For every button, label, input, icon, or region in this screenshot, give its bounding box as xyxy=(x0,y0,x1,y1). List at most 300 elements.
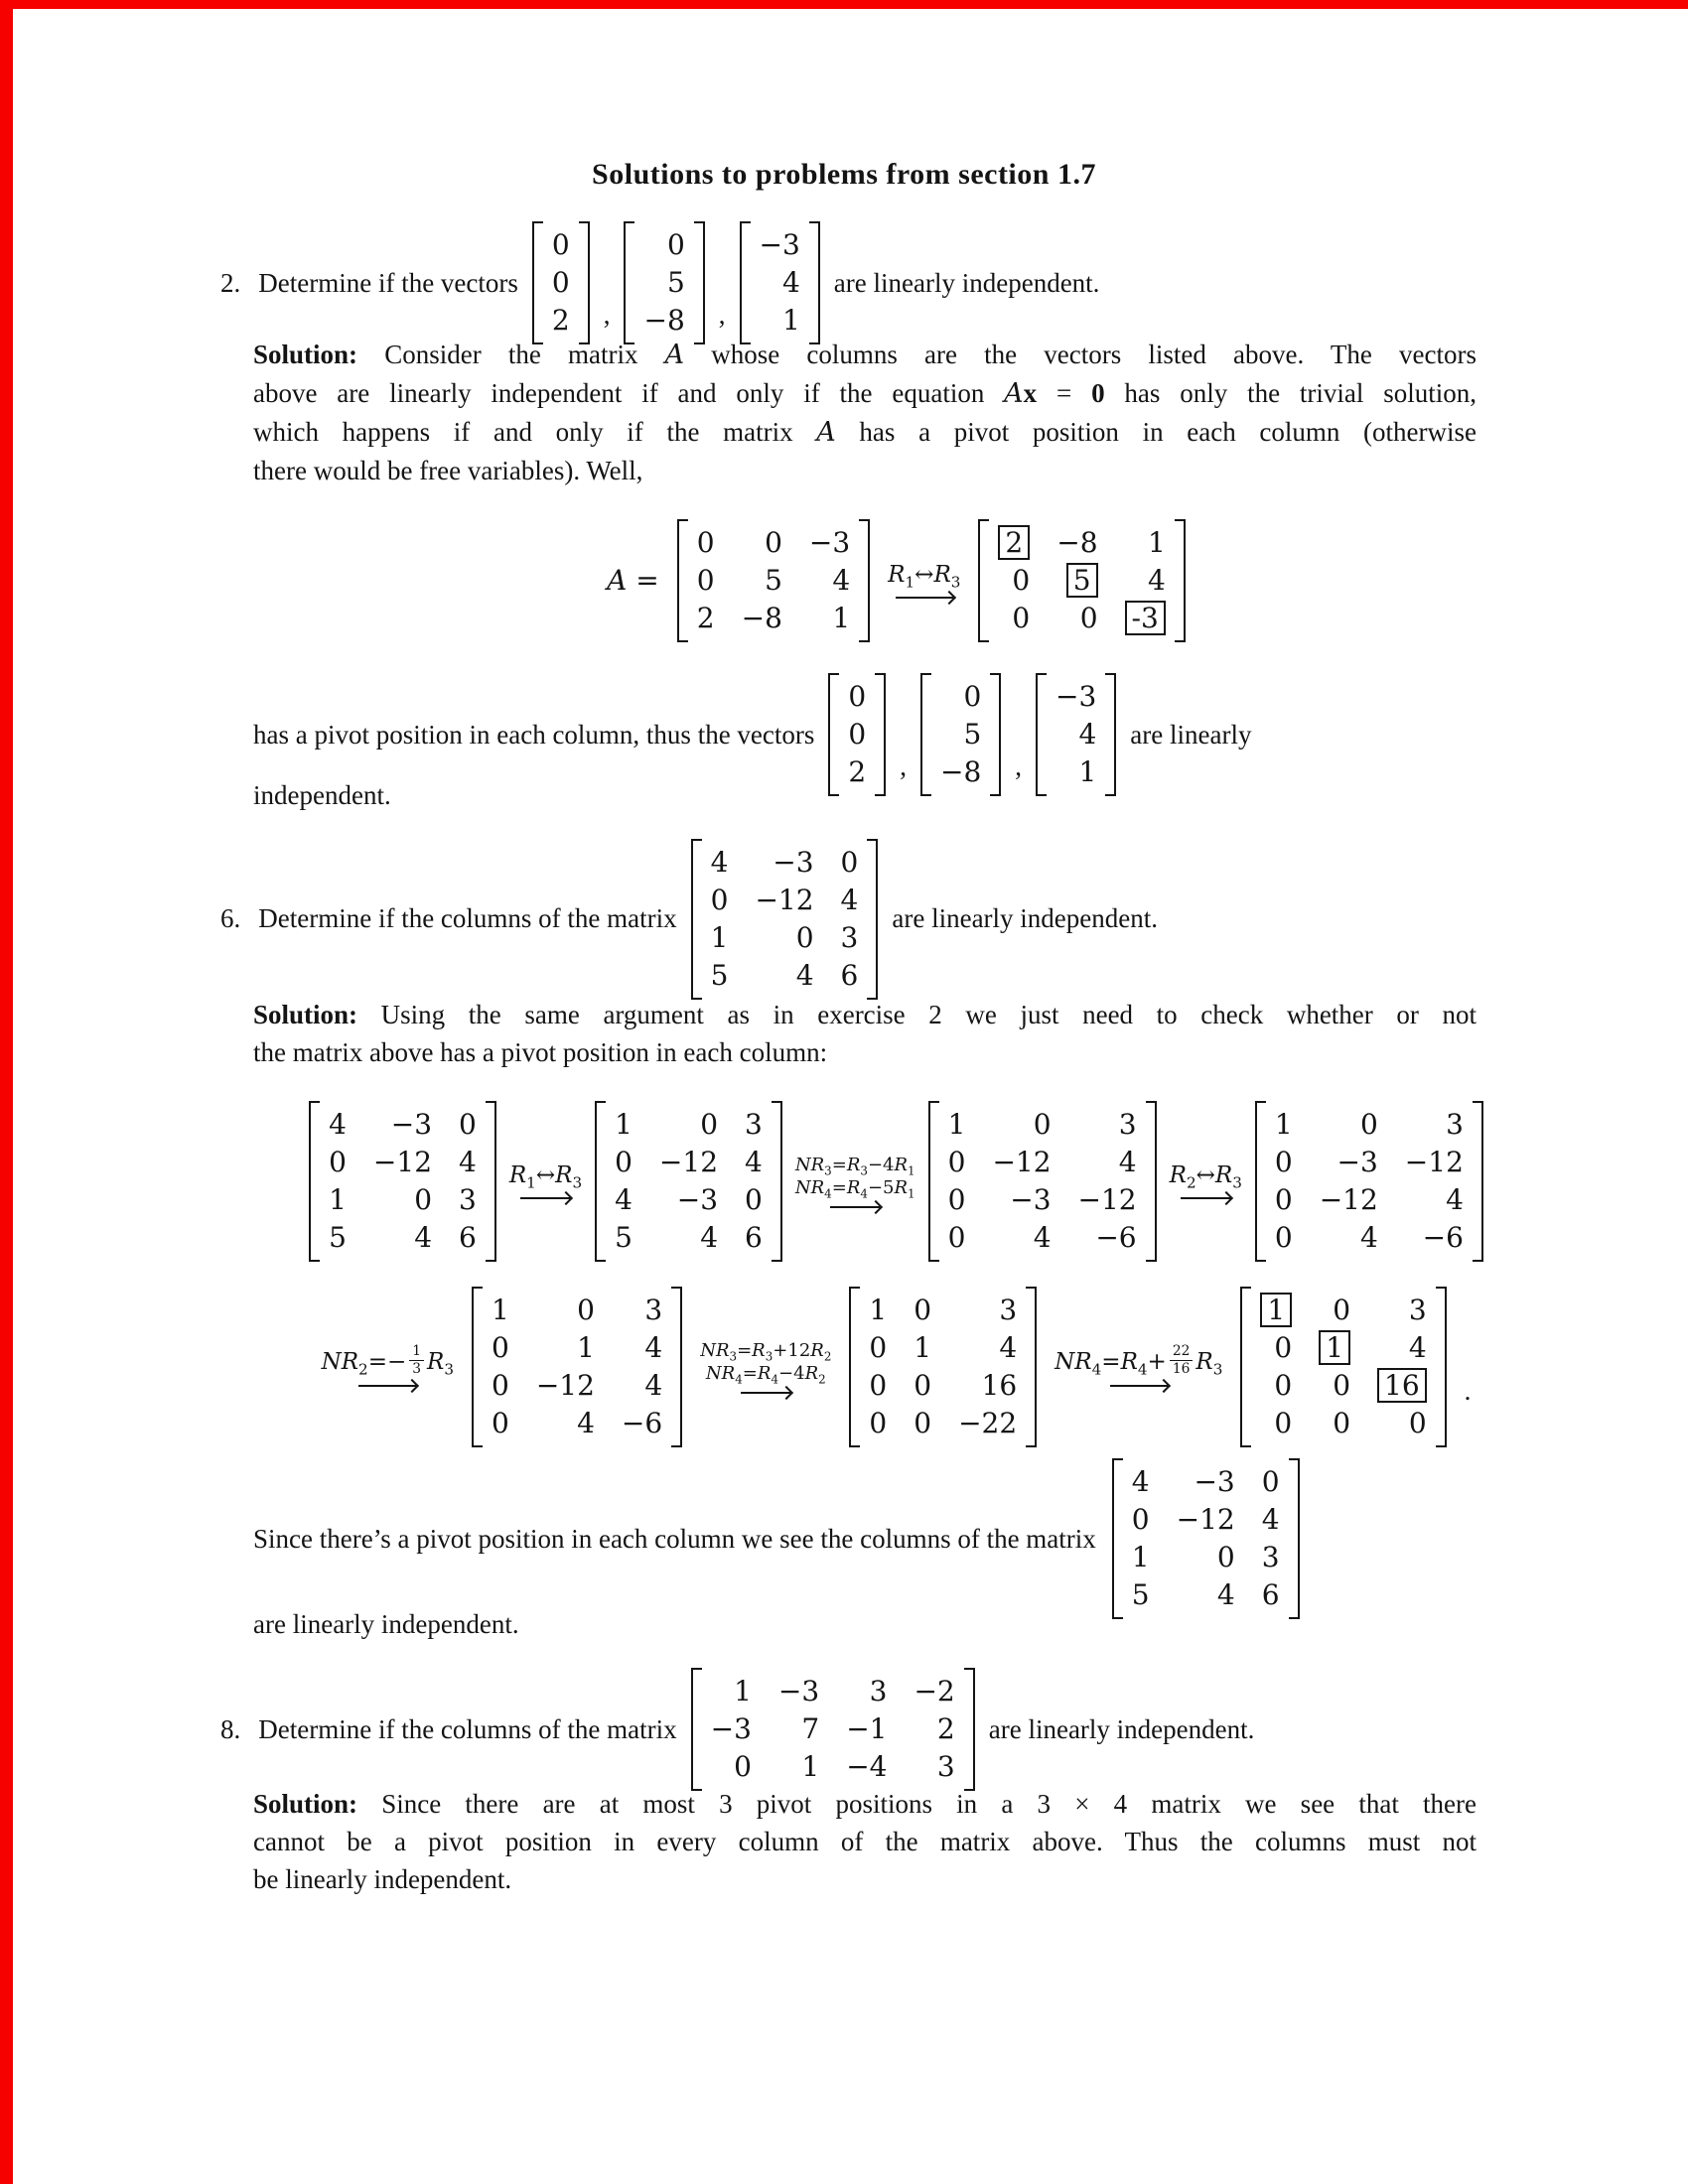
solution-2-paragraph xyxy=(253,336,1477,489)
matrix-cell: 0 xyxy=(666,228,685,261)
chain-matrix xyxy=(1255,1101,1483,1262)
problem-lead-text: Determine if the columns of the matrix xyxy=(258,1713,677,1744)
math-bold-x: x xyxy=(1023,378,1038,408)
matrix-cell: −2 xyxy=(914,1675,955,1707)
bracket-left xyxy=(828,673,839,796)
pivot-box: 1 xyxy=(1319,1330,1350,1365)
matrix-cell: −8 xyxy=(741,602,782,634)
paragraph-line: be linearly independent. xyxy=(253,1864,512,1894)
matrix-cell: 1 xyxy=(492,1294,509,1326)
bracket-left xyxy=(677,519,688,642)
matrix-cell: −1 xyxy=(846,1712,888,1745)
matrix-cell: 0 xyxy=(947,1221,966,1254)
bracket-right xyxy=(671,1287,682,1447)
matrix-cell: 0 xyxy=(1131,1503,1150,1536)
matrix-cell: −4 xyxy=(846,1750,888,1783)
paragraph-line: Solution: Consider the matrix A whose columns are the vectors listed above. The vectors xyxy=(253,340,1477,370)
matrix-p6-repeat xyxy=(1112,1458,1300,1619)
bracket-left xyxy=(691,1668,702,1791)
matrix-cell: 0 xyxy=(577,1294,595,1326)
matrix-cell: 0 xyxy=(869,1407,888,1439)
matrix-cell xyxy=(998,524,1030,562)
matrix-cell: 4 xyxy=(795,958,814,992)
matrix-cell: 3 xyxy=(459,1183,477,1216)
bracket-right xyxy=(772,1101,782,1262)
matrix-cell: 2 xyxy=(696,602,715,634)
matrix-cell xyxy=(1125,600,1166,637)
matrix-cell: −3 xyxy=(759,228,800,261)
matrix-grid xyxy=(634,221,693,344)
matrix-cell: 0 xyxy=(1216,1541,1235,1573)
row-operation xyxy=(700,1340,831,1395)
matrix-cell: 1 xyxy=(801,1750,820,1783)
bracket-right xyxy=(1175,519,1186,642)
matrix-cell: 0 xyxy=(329,1146,347,1178)
matrix-grid xyxy=(989,519,1174,642)
row-op-label: $NR_4=R_4-4R_2$ xyxy=(705,1363,826,1387)
row-operation xyxy=(888,563,960,599)
chain-matrix xyxy=(309,1101,496,1262)
matrix-cell: 16 xyxy=(981,1369,1018,1402)
row-operation xyxy=(795,1155,915,1209)
matrix-cell: 1 xyxy=(1131,1541,1150,1573)
matrix-grid xyxy=(1266,1101,1473,1262)
matrix-cell: 0 xyxy=(840,845,859,879)
matrix-cell: −6 xyxy=(621,1407,663,1439)
matrix-cell: −3 xyxy=(390,1108,433,1141)
bracket-left xyxy=(1112,1458,1123,1619)
conclusion-lead-text: has a pivot position in each column, thus the vectors xyxy=(253,719,815,750)
matrix-cell: −12 xyxy=(1176,1503,1235,1536)
matrix-cell: 4 xyxy=(1118,1146,1137,1178)
matrix-cell xyxy=(1377,1367,1427,1405)
bracket-right xyxy=(1105,673,1116,796)
matrix-cell: 3 xyxy=(745,1108,763,1141)
paragraph-line: which happens if and only if the matrix A has a pivot position in each column (otherwise xyxy=(253,417,1477,448)
matrix-cell: 4 xyxy=(1446,1183,1464,1216)
matrix-cell: −12 xyxy=(992,1146,1052,1178)
bracket-right xyxy=(990,673,1001,796)
matrix-cell: 6 xyxy=(745,1221,763,1254)
matrix-cell: −8 xyxy=(643,304,685,337)
matrix-cell: 2 xyxy=(848,755,867,788)
row-operation xyxy=(509,1163,582,1199)
matrix-cell: 6 xyxy=(1261,1578,1280,1611)
matrix-cell: 0 xyxy=(1274,1221,1293,1254)
matrix-cell: 4 xyxy=(745,1146,763,1178)
period: . xyxy=(1464,1375,1472,1406)
pivot-box: 16 xyxy=(1377,1368,1427,1403)
matrix-cell: 0 xyxy=(459,1108,477,1141)
matrix-grid xyxy=(1251,1287,1435,1447)
problem-tail-text: are linearly independent. xyxy=(892,903,1159,933)
solution-label: Solution: xyxy=(253,340,358,369)
matrix-cell: 7 xyxy=(801,1712,820,1745)
bracket-right xyxy=(875,673,886,796)
matrix-cell: 3 xyxy=(644,1294,663,1326)
matrix-cell: 1 xyxy=(577,1331,595,1364)
matrix-grid xyxy=(320,1101,486,1262)
matrix-cell: 4 xyxy=(1408,1331,1427,1364)
paragraph-line: Solution: Using the same argument as in exercise 2 we just need to check whether or not xyxy=(253,1000,1477,1029)
solution-8-paragraph xyxy=(253,1785,1477,1898)
matrix-cell: −3 xyxy=(1010,1183,1052,1216)
matrix-cell: −3 xyxy=(773,845,814,879)
matrix-cell: 5 xyxy=(1131,1578,1150,1611)
matrix-cell: 3 xyxy=(1408,1294,1427,1326)
vector-3 xyxy=(740,221,820,344)
matrix-cell: 1 xyxy=(734,1675,752,1707)
matrix-grid xyxy=(839,673,875,796)
matrix-cell: 1 xyxy=(914,1331,932,1364)
bracket-left xyxy=(1036,673,1047,796)
matrix-cell: 4 xyxy=(1078,718,1097,751)
bracket-left xyxy=(309,1101,320,1262)
matrix-grid xyxy=(1123,1458,1289,1619)
bracket-left xyxy=(920,673,931,796)
paragraph-line: above are linearly independent if and only if the equation Ax = 0 has only the trivial solution, xyxy=(253,378,1477,409)
matrix-cell: 0 xyxy=(696,564,715,597)
matrix-cell: −3 xyxy=(1055,680,1097,713)
row-op-label: $R_1\leftrightarrow R_3$ xyxy=(888,562,961,592)
matrix-cell: −8 xyxy=(1056,526,1098,559)
matrix-cell: 0 xyxy=(1261,1465,1280,1498)
math-var-A: A xyxy=(607,564,628,597)
matrix-cell: 1 xyxy=(947,1108,966,1141)
chain-matrix xyxy=(472,1287,682,1447)
matrix-cell: −3 xyxy=(710,1712,752,1745)
matrix-cell: 1 xyxy=(781,304,800,337)
row-op-label: $NR_2=-$ $\frac{1}{3}$ $R_3$ xyxy=(321,1343,454,1379)
matrix-cell xyxy=(1319,1329,1350,1367)
math-bold-zero: 0 xyxy=(1091,378,1105,408)
matrix-cell: 0 xyxy=(795,920,814,954)
matrix-cell: 1 xyxy=(615,1108,633,1141)
row-op-label-stack xyxy=(795,1155,915,1201)
bracket-right xyxy=(579,221,590,344)
bracket-left xyxy=(472,1287,483,1447)
matrix-cell: 0 xyxy=(615,1146,633,1178)
matrix-cell: 3 xyxy=(869,1675,888,1707)
matrix-cell: 3 xyxy=(1446,1108,1464,1141)
matrix-grid xyxy=(860,1287,1026,1447)
matrix-cell: −3 xyxy=(777,1675,820,1707)
matrix-grid xyxy=(702,1668,964,1791)
matrix-cell: 0 xyxy=(963,680,982,713)
matrix-cell: 0 xyxy=(1333,1294,1351,1326)
vector-2 xyxy=(920,673,1001,796)
matrix-cell: 2 xyxy=(936,1712,955,1745)
pivot-box: 1 xyxy=(1260,1293,1292,1327)
bracket-left xyxy=(1255,1101,1266,1262)
vector-3 xyxy=(1036,673,1116,796)
paragraph-line: Solution: Since there are at most 3 pivot positions in a 3 × 4 matrix we see that there xyxy=(253,1789,1477,1819)
matrix-cell: 4 xyxy=(1216,1578,1235,1611)
bracket-left xyxy=(624,221,634,344)
matrix-cell: 5 xyxy=(963,718,982,751)
paragraph-line: the matrix above has a pivot position in each column: xyxy=(253,1037,828,1067)
row-operation xyxy=(1055,1343,1223,1387)
matrix-cell: 4 xyxy=(1131,1465,1150,1498)
scan-edge-left xyxy=(0,0,13,2184)
matrix-cell: 0 xyxy=(551,228,570,261)
matrix-cell: 1 xyxy=(1274,1108,1293,1141)
row-operation xyxy=(1170,1163,1242,1199)
row-op-label: $R_1\leftrightarrow R_3$ xyxy=(508,1162,583,1192)
matrix-cell: 4 xyxy=(414,1221,433,1254)
bracket-left xyxy=(928,1101,939,1262)
row-op-label-stack xyxy=(700,1340,831,1387)
problem-number: 8. xyxy=(220,1713,241,1744)
chain-matrix xyxy=(849,1287,1037,1447)
solution-label: Solution: xyxy=(253,1000,358,1029)
page-title: Solutions to problems from section 1.7 xyxy=(592,158,1096,191)
arrow-right-icon xyxy=(1181,1197,1230,1199)
bracket-left xyxy=(595,1101,606,1262)
row-op-label: $NR_4=R_4-5R_1$ xyxy=(794,1177,915,1201)
matrix-cell: 0 xyxy=(1033,1108,1052,1141)
arrow-right-icon xyxy=(1110,1385,1168,1387)
problem-lead-text: Determine if the vectors xyxy=(258,267,518,298)
matrix-cell: 0 xyxy=(734,1750,752,1783)
bracket-right xyxy=(809,221,820,344)
math-var: A xyxy=(664,340,685,370)
bracket-left xyxy=(532,221,543,344)
arrow-right-icon xyxy=(830,1206,880,1208)
matrix-cell: 0 xyxy=(914,1294,932,1326)
matrix-cell: 3 xyxy=(936,1750,955,1783)
matrix-cell: 3 xyxy=(999,1294,1018,1326)
matrix-cell: 4 xyxy=(459,1146,477,1178)
matrix-cell: 4 xyxy=(1033,1221,1052,1254)
matrix-cell: −12 xyxy=(372,1146,433,1178)
matrix-p8 xyxy=(691,1668,975,1791)
matrix-cell: 4 xyxy=(832,564,851,597)
since-conclusion-row xyxy=(253,1459,1300,1618)
solution-6-paragraph xyxy=(253,996,1477,1071)
matrix-grid xyxy=(1047,673,1105,796)
matrix-cell: 0 xyxy=(1274,1407,1293,1439)
row-op-label: $NR_3=R_3-4R_1$ xyxy=(794,1154,915,1178)
matrix-cell: 0 xyxy=(848,718,867,751)
scan-edge-top xyxy=(0,0,1688,9)
matrix-cell: −3 xyxy=(1336,1146,1378,1178)
matrix-grid xyxy=(606,1101,772,1262)
matrix-cell: 0 xyxy=(914,1407,932,1439)
matrix-cell: 4 xyxy=(840,883,859,916)
math-var: A xyxy=(1004,378,1024,409)
matrix-cell: 5 xyxy=(765,564,782,597)
matrix-cell: 0 xyxy=(696,526,715,559)
row-op-label: $NR_3=R_3+12R_2$ xyxy=(700,1339,832,1364)
matrix-cell: −6 xyxy=(1422,1221,1464,1254)
matrix-cell: 0 xyxy=(551,266,570,299)
matrix-cell: 3 xyxy=(840,920,859,954)
matrix-cell: −3 xyxy=(676,1183,719,1216)
matrix-cell: −12 xyxy=(1404,1146,1464,1178)
row-op-label: $R_2\leftrightarrow R_3$ xyxy=(1169,1162,1242,1192)
matrix-cell: 2 xyxy=(551,304,570,337)
bracket-right xyxy=(1436,1287,1447,1447)
matrix-cell: 5 xyxy=(710,958,729,992)
matrix-cell: 0 xyxy=(947,1146,966,1178)
matrix-cell: 6 xyxy=(459,1221,477,1254)
matrix-p6 xyxy=(691,839,879,1000)
reduction-chain-row-1 xyxy=(238,1102,1554,1261)
matrix-cell: 1 xyxy=(1078,755,1097,788)
matrix-cell: 0 xyxy=(492,1331,509,1364)
bracket-right xyxy=(486,1101,496,1262)
matrix-cell: 6 xyxy=(840,958,859,992)
problem-8-statement xyxy=(220,1666,1254,1793)
problem-number: 6. xyxy=(220,903,241,933)
row-op-label: $NR_4=R_4+$ $\frac{22}{16}$ $R_3$ xyxy=(1055,1343,1223,1379)
matrix-cell: 4 xyxy=(1147,564,1166,597)
matrix-cell: 0 xyxy=(1333,1407,1351,1439)
matrix-cell: 0 xyxy=(914,1369,932,1402)
matrix-cell: 4 xyxy=(329,1108,347,1141)
bracket-left xyxy=(1240,1287,1251,1447)
bracket-left xyxy=(691,839,702,1000)
matrix-cell: 4 xyxy=(644,1369,663,1402)
matrix-cell: 4 xyxy=(1261,1503,1280,1536)
matrix-cell: 3 xyxy=(1118,1108,1137,1141)
matrix-cell: 0 xyxy=(700,1108,719,1141)
conclusion-lead-text: Since there’s a pivot position in each column we see the columns of the matrix xyxy=(253,1523,1096,1554)
matrix-cell: 0 xyxy=(869,1369,888,1402)
matrix-cell: 1 xyxy=(710,920,729,954)
matrix-cell: 0 xyxy=(848,680,867,713)
arrow-right-icon xyxy=(358,1385,416,1387)
matrix-grid xyxy=(931,673,990,796)
matrix-grid xyxy=(939,1101,1146,1262)
matrix-cell: 1 xyxy=(869,1294,888,1326)
bracket-right xyxy=(694,221,705,344)
matrix-A xyxy=(677,519,870,642)
matrix-cell: 0 xyxy=(1333,1369,1351,1402)
arrow-right-icon xyxy=(520,1197,570,1199)
conclusion-tail-text: are linearly xyxy=(1130,719,1252,750)
problem-6-statement xyxy=(220,837,1158,1001)
matrix-cell xyxy=(1260,1292,1292,1329)
independent-line: are linearly independent. xyxy=(253,1609,519,1639)
matrix-cell: 4 xyxy=(781,266,800,299)
bracket-right xyxy=(867,839,878,1000)
matrix-cell: 5 xyxy=(666,266,685,299)
matrix-cell: 0 xyxy=(710,883,729,916)
paragraph-line: cannot be a pivot position in every column of the matrix above. Thus the columns must not xyxy=(253,1827,1477,1856)
problem-number: 2. xyxy=(220,267,241,298)
matrix-cell: −3 xyxy=(1194,1465,1235,1498)
matrix-cell: 4 xyxy=(999,1331,1018,1364)
matrix-cell: 0 xyxy=(1274,1369,1293,1402)
matrix-cell: −6 xyxy=(1095,1221,1137,1254)
reduction-chain-row-2 xyxy=(253,1288,1539,1446)
comma: , xyxy=(603,299,611,330)
bracket-right xyxy=(1289,1458,1300,1619)
matrix-equation-lhs: A = xyxy=(607,564,659,597)
row-operation xyxy=(321,1343,454,1387)
matrix-cell: −12 xyxy=(1319,1183,1378,1216)
matrix-cell: 0 xyxy=(1079,602,1098,634)
pivot-box: 2 xyxy=(998,525,1030,560)
bracket-right xyxy=(1146,1101,1157,1262)
matrix-grid xyxy=(543,221,579,344)
chain-matrix xyxy=(928,1101,1157,1262)
matrix-cell: 0 xyxy=(765,526,782,559)
matrix-grid xyxy=(702,839,868,1000)
vector-1 xyxy=(532,221,590,344)
matrix-cell xyxy=(1056,562,1097,600)
matrix-cell: 1 xyxy=(832,602,851,634)
matrix-cell: 0 xyxy=(1012,564,1031,597)
matrix-cell: −3 xyxy=(808,526,851,559)
matrix-cell: 4 xyxy=(710,845,729,879)
bracket-right xyxy=(859,519,870,642)
arrow-right-icon xyxy=(741,1392,790,1394)
matrix-cell: −22 xyxy=(958,1407,1018,1439)
matrix-cell: 0 xyxy=(492,1369,509,1402)
matrix-cell: 1 xyxy=(329,1183,347,1216)
matrix-cell: −12 xyxy=(755,883,814,916)
pivot-box: 5 xyxy=(1066,563,1098,598)
bracket-left xyxy=(849,1287,860,1447)
comma: , xyxy=(1015,751,1023,781)
math-var: A xyxy=(816,417,836,448)
vector-1 xyxy=(828,673,886,796)
matrix-grid xyxy=(688,519,859,642)
matrix-cell: 0 xyxy=(1274,1331,1293,1364)
matrix-cell: 0 xyxy=(1274,1146,1293,1178)
solution-label: Solution: xyxy=(253,1789,358,1819)
comma: , xyxy=(718,299,726,330)
matrix-cell: 1 xyxy=(1147,526,1166,559)
bracket-right xyxy=(1026,1287,1037,1447)
matrix-cell: 4 xyxy=(700,1221,719,1254)
problem-tail-text: are linearly independent. xyxy=(988,1713,1255,1744)
matrix-cell: 3 xyxy=(1261,1541,1280,1573)
chain-matrix-final xyxy=(1240,1287,1446,1447)
pivot-box: -3 xyxy=(1125,601,1166,635)
matrix-cell: 0 xyxy=(947,1183,966,1216)
matrix-cell: 0 xyxy=(414,1183,433,1216)
matrix-cell: 4 xyxy=(577,1407,595,1439)
bracket-left xyxy=(740,221,751,344)
matrix-grid xyxy=(483,1287,671,1447)
comma: , xyxy=(900,751,907,781)
independent-line: independent. xyxy=(253,780,391,810)
matrix-cell: −12 xyxy=(658,1146,719,1178)
matrix-cell: 4 xyxy=(1359,1221,1378,1254)
matrix-cell: 0 xyxy=(869,1331,888,1364)
problem-lead-text: Determine if the columns of the matrix xyxy=(258,903,677,933)
pivot-conclusion-row xyxy=(253,660,1251,809)
matrix-grid xyxy=(751,221,809,344)
matrix-cell: 4 xyxy=(644,1331,663,1364)
matrix-cell: 5 xyxy=(615,1221,633,1254)
matrix-cell: 0 xyxy=(1408,1407,1427,1439)
matrix-cell: −12 xyxy=(535,1369,595,1402)
problem-tail-text: are linearly independent. xyxy=(833,267,1100,298)
matrix-cell: 0 xyxy=(1274,1183,1293,1216)
bracket-right xyxy=(1473,1101,1483,1262)
matrix-cell: 0 xyxy=(745,1183,763,1216)
chain-matrix xyxy=(595,1101,782,1262)
matrix-cell: 0 xyxy=(1012,602,1031,634)
matrix-cell: 4 xyxy=(615,1183,633,1216)
matrix-cell: 0 xyxy=(1359,1108,1378,1141)
matrix-cell: 5 xyxy=(329,1221,347,1254)
